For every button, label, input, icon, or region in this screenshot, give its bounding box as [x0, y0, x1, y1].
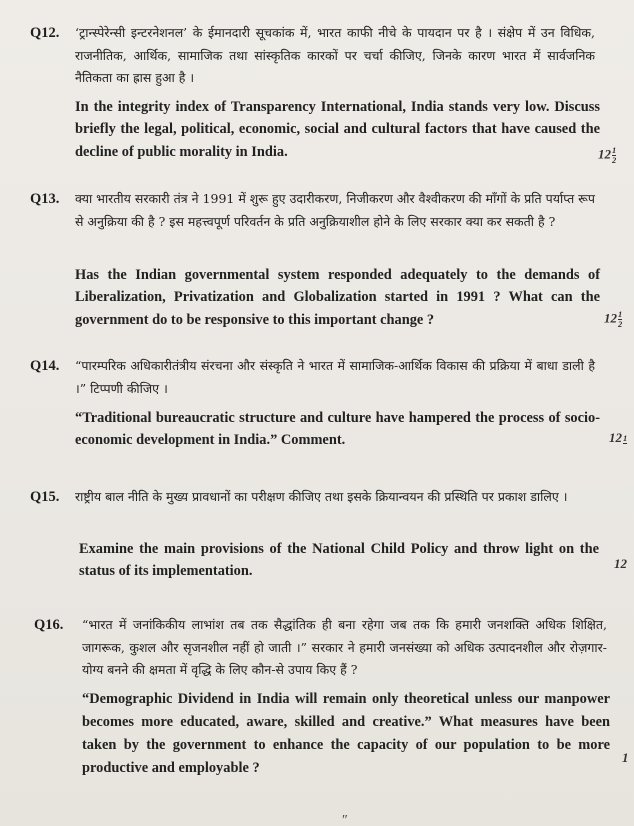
marks-whole: 12 [598, 146, 611, 162]
question-number: Q14. [30, 358, 60, 374]
question-text-english: “Traditional bureaucratic structure and culture have hampered the process of socio-economic development in India.” Comment. [75, 410, 600, 449]
marks-denominator: 2 [618, 319, 623, 329]
marks [622, 750, 629, 766]
marks-numerator: 1 [623, 433, 628, 444]
question-number: Q16. [34, 617, 64, 633]
marks [604, 310, 622, 329]
marks-whole: 12 [614, 556, 627, 571]
marks [614, 556, 628, 572]
question-text-english: Examine the main provisions of the National Child Policy and throw light on the status of its implementation. [79, 541, 599, 580]
marks [598, 146, 616, 165]
question-number: Q13. [30, 191, 60, 207]
marks-numerator: 1 [618, 309, 623, 319]
question-text-hindi: क्या भारतीय सरकारी तंत्र ने 1991 में शुरू हुए उदारीकरण, निजीकरण और वैश्वीकरण की माँगों के प्रति पर्याप्त रूप से अनुक्रिया की है ? इस महत्त्वपूर्ण परिवर्तन के प्रति अनुक्रियाशील होने के लिए सरकार क्या कर सकती है ? [75, 191, 595, 229]
question-text-hindi: ‘ट्रान्स्पेरेन्सी इन्टरनेशनल’ के ईमानदारी सूचकांक में, भारत काफी नीचे के पायदान पर है । संक्षेप में उन विधिक, राजनीतिक, आर्थिक, सामाजिक तथा सांस्कृतिक कारकों पर चर्चा कीजिए, जिनके कारण भारत में सार्वजनिक नैतिकता का ह्रास हुआ है । [75, 25, 595, 86]
marks [609, 430, 627, 446]
question-text-hindi: राष्ट्रीय बाल नीति के मुख्य प्रावधानों का परीक्षण कीजिए तथा इसके क्रियान्वयन की प्रस्थिति पर प्रकाश डालिए । [75, 489, 568, 504]
marks-whole: 12 [609, 430, 622, 445]
footer-mark: ″ [342, 813, 348, 826]
question-text-hindi: “भारत में जनांकिकीय लाभांश तब तक सैद्धांतिक ही बना रहेगा जब तक कि हमारी जनशक्ति अधिक शिक्षित, जागरूक, कुशल और सृजनशील नहीं हो जाती ।” सरकार ने हमारी जनसंख्या को अधिक उत्पादनशील और रोज़गार-योग्य बनने की क्षमता में वृद्धि के लिए कौन-से उपाय किए हैं ? [82, 617, 607, 678]
question-text-english: Has the Indian governmental system responded adequately to the demands of Liberalization, Privatization and Globalization started in 1991 ? What can the government do to be responsive to this important change ? [75, 267, 600, 328]
marks-whole: 1 [622, 750, 629, 765]
marks-numerator: 1 [612, 145, 617, 155]
marks-whole: 12 [604, 310, 617, 326]
marks-denominator: 2 [612, 155, 617, 165]
question-number: Q12. [30, 25, 60, 41]
question-text-english: “Demographic Dividend in India will remain only theoretical unless our manpower becomes more educated, aware, skilled and creative.” What measures have been taken by the government to enhance the capacity of our population to be more productive and employable ? [82, 691, 610, 776]
question-text-hindi: “पारम्परिक अधिकारीतंत्रीय संरचना और संस्कृति ने भारत में सामाजिक-आर्थिक विकास की प्रक्रिया में बाधा डाली है ।” टिप्पणी कीजिए । [75, 358, 595, 396]
question-text-english: In the integrity index of Transparency International, India stands very low. Discuss briefly the legal, political, economic, social and cultural factors that have caused the decline of public morality in India. [75, 99, 600, 160]
question-number: Q15. [30, 489, 60, 505]
